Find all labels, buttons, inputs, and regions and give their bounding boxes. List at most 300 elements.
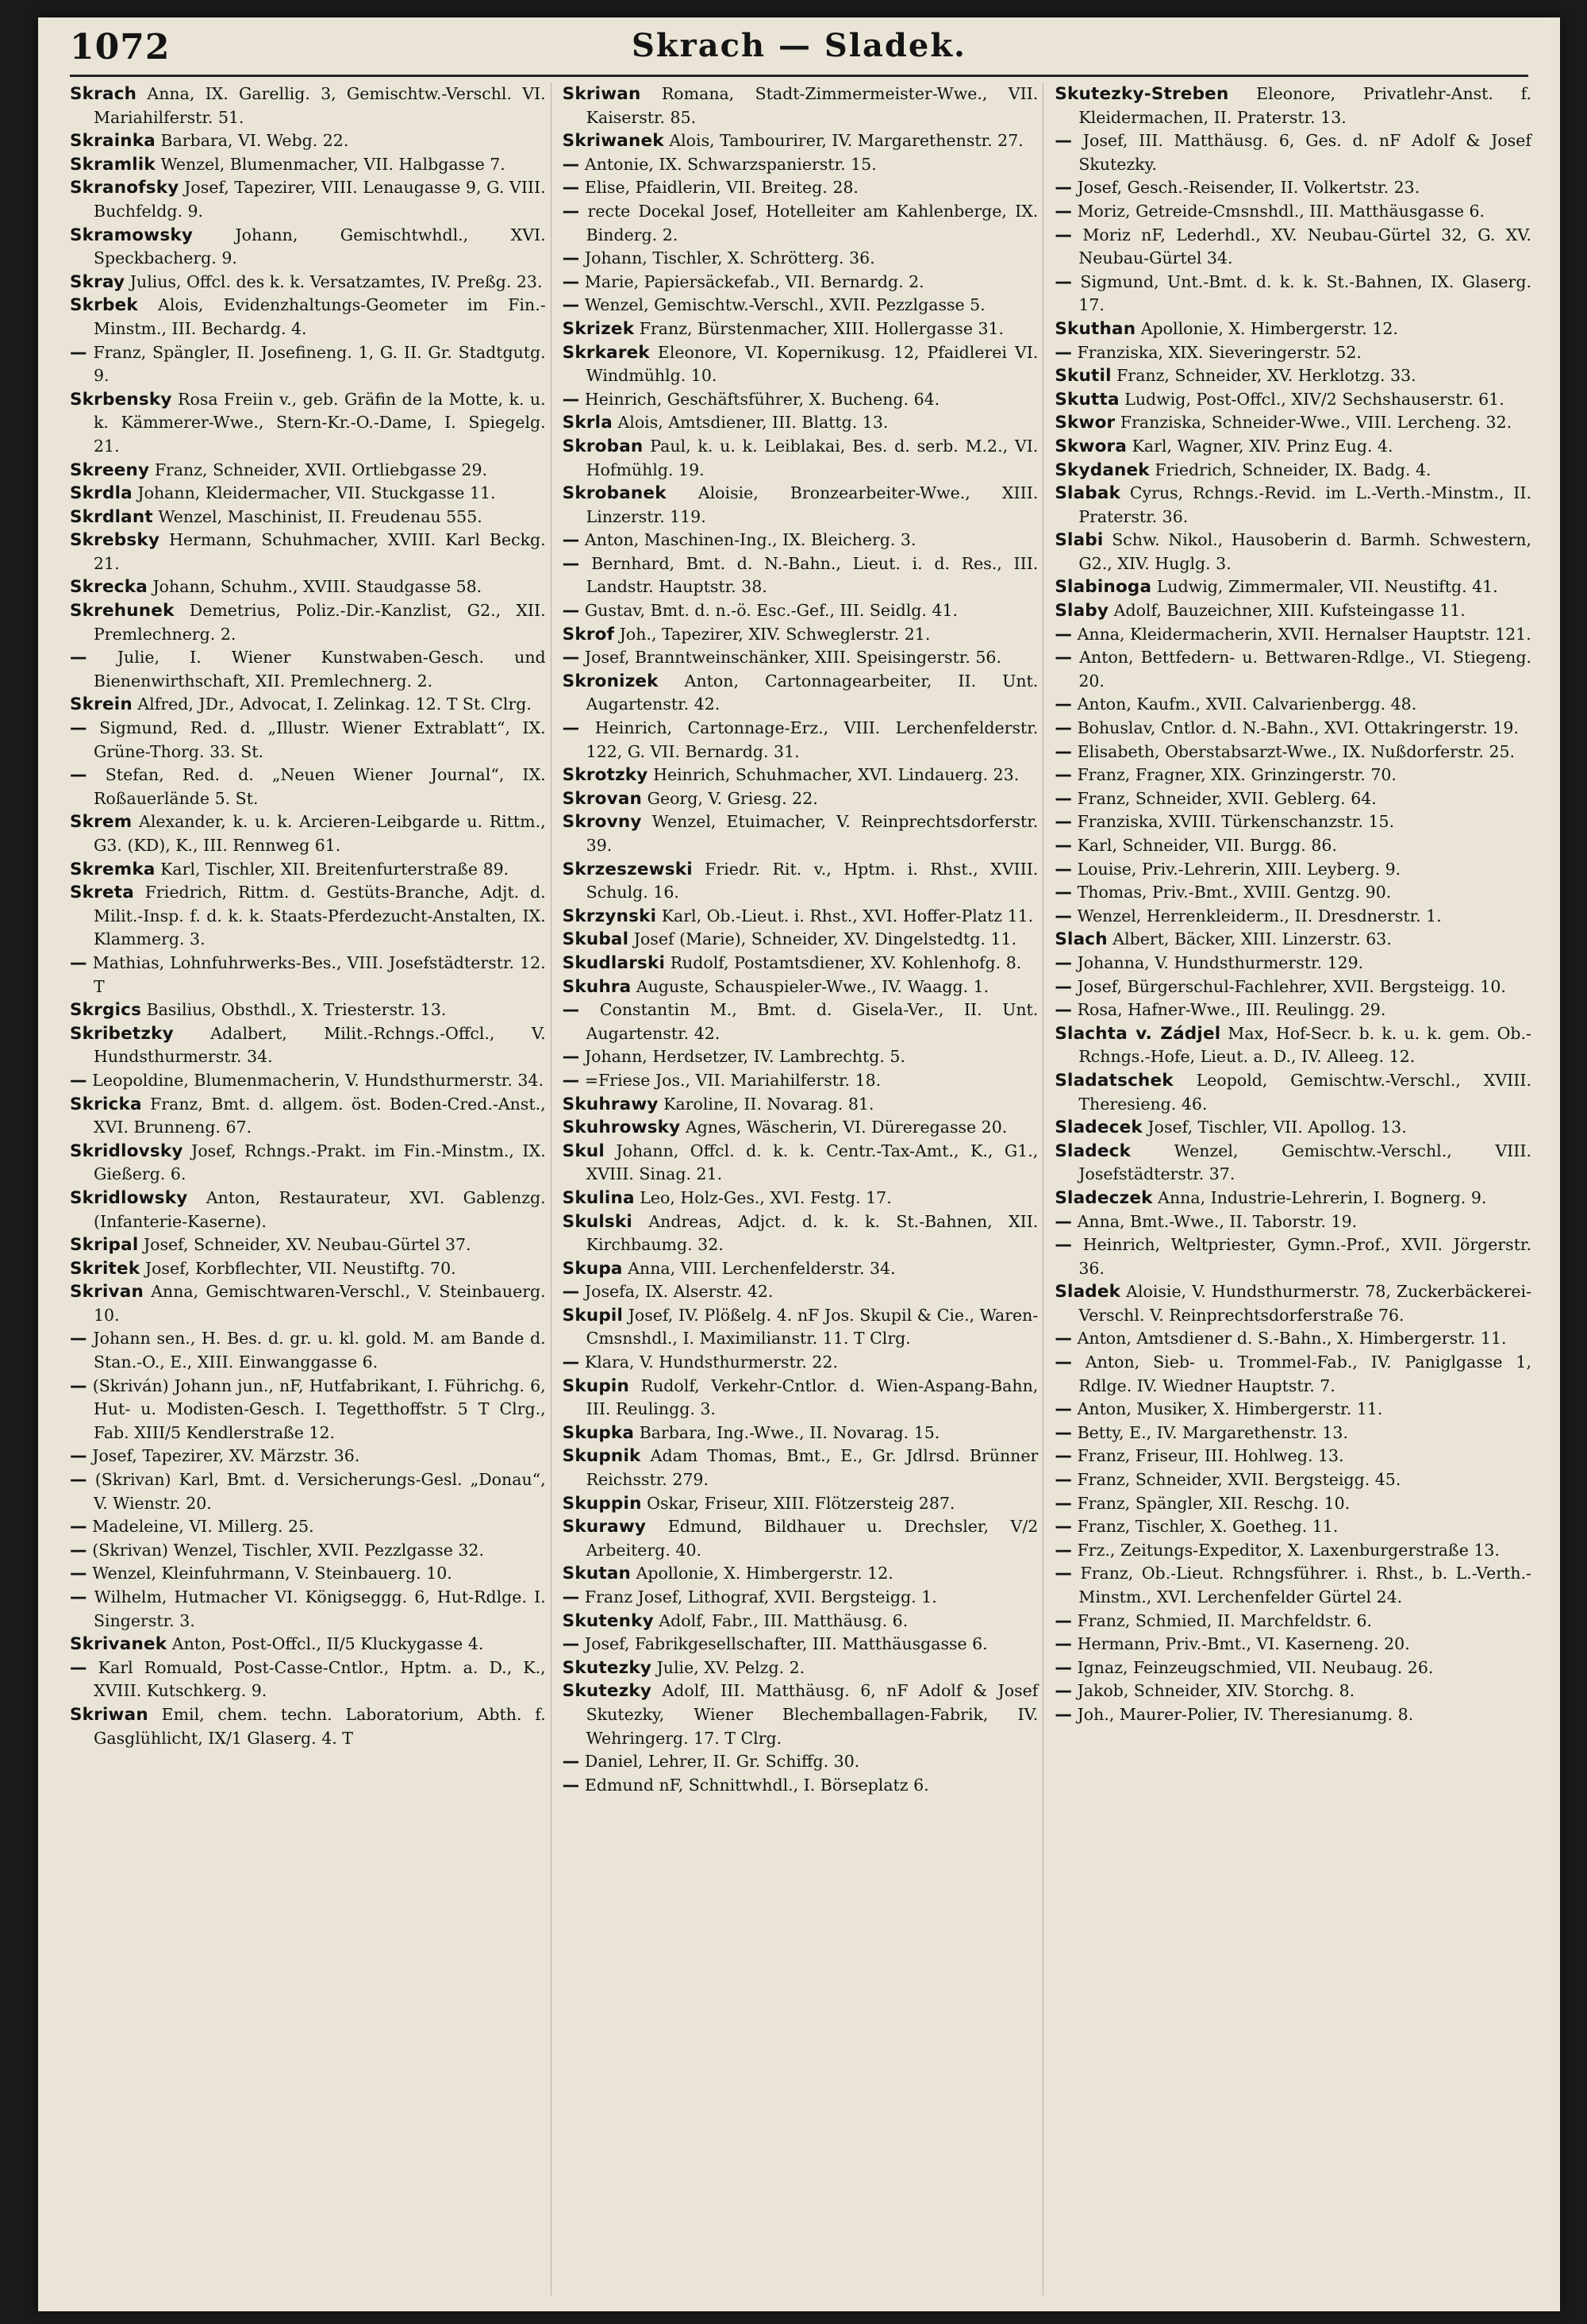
entry-text: Johann, Kleidermacher, VII. Stuckgasse 11. xyxy=(137,483,496,503)
directory-entry xyxy=(563,1750,1039,1774)
entry-text: Alfred, JDr., Advocat, I. Zelinkag. 12. T St. Clrg. xyxy=(137,695,532,714)
directory-entry xyxy=(70,388,546,459)
entry-text: Johann, Offcl. d. k. k. Centr.-Tax-Amt., K., G1., XVIII. Sinag. 21. xyxy=(586,1141,1039,1184)
directory-entry xyxy=(563,83,1039,129)
directory-entry xyxy=(1055,1140,1531,1187)
directory-entry xyxy=(563,1562,1039,1586)
directory-entry xyxy=(70,1187,546,1233)
entry-name: — xyxy=(70,1657,87,1678)
entry-name: — xyxy=(1055,624,1073,644)
entry-text: Oskar, Friseur, XIII. Flötzersteig 287. xyxy=(647,1493,955,1513)
directory-entry xyxy=(70,1539,546,1563)
directory-entry xyxy=(563,529,1039,552)
entry-name: Skurawy xyxy=(562,1517,647,1537)
entry-text: Rudolf, Postamtsdiener, XV. Kohlenhofg. 8. xyxy=(670,952,1022,972)
directory-entry xyxy=(563,998,1039,1045)
entry-name: — xyxy=(562,718,580,739)
entry-name: — xyxy=(1055,1657,1073,1678)
entry-name: Slachta v. Zádjel xyxy=(1055,1023,1221,1044)
directory-entry xyxy=(563,153,1039,177)
directory-entry xyxy=(1055,881,1531,905)
entry-name: Skul xyxy=(562,1141,605,1161)
entry-name: Skydanek xyxy=(1055,460,1150,480)
directory-entry xyxy=(70,1069,546,1093)
entry-name: — xyxy=(562,1000,580,1021)
directory-entry xyxy=(1055,599,1531,623)
entry-name: Skupin xyxy=(562,1376,630,1396)
entry-name: Skrecka xyxy=(70,577,148,598)
directory-entry xyxy=(1055,810,1531,834)
entry-text: Josef, IV. Plößelg. 4. nF Jos. Skupil & Cie., Waren-Cmsnshdl., I. Maximilianstr. 11. T Clrg. xyxy=(586,1305,1039,1349)
entry-text: recte Docekal Josef, Hotelleiter am Kahlenberge, IX. Binderg. 2. xyxy=(586,201,1039,244)
directory-entry xyxy=(563,1116,1039,1140)
entry-text: Heinrich, Geschäftsführer, X. Bucheng. 64. xyxy=(584,389,940,409)
directory-entry xyxy=(563,787,1039,811)
directory-entry xyxy=(70,482,546,506)
entry-text: Paul, k. u. k. Leiblakai, Bes. d. serb. M.2., VI. Hofmühlg. 19. xyxy=(586,436,1039,479)
entry-name: — xyxy=(1055,976,1073,997)
directory-entry xyxy=(1055,1422,1531,1445)
directory-entry xyxy=(1055,1187,1531,1210)
entry-text: Franz, Friseur, III. Hohlweg. 13. xyxy=(1077,1446,1344,1466)
directory-entry xyxy=(70,341,546,388)
entry-text: Wenzel, Maschinist, II. Freudenau 555. xyxy=(158,506,482,526)
entry-name: — xyxy=(70,1329,87,1349)
entry-text: Wenzel, Kleinfuhrmann, V. Steinbauerg. 10. xyxy=(92,1564,452,1583)
entry-name: Skrbensky xyxy=(70,389,172,410)
directory-entry xyxy=(563,1445,1039,1491)
directory-entry xyxy=(563,1210,1039,1257)
entry-name: — xyxy=(562,248,580,269)
entry-name: Skrovan xyxy=(562,788,643,809)
entry-text: Anton, Bettfedern- u. Bettwaren-Rdlge., VI. Stiegeng. 20. xyxy=(1078,648,1531,691)
entry-text: Josef, Tapezirer, VIII. Lenaugasse 9, G. VIII. Buchfeldg. 9. xyxy=(94,178,546,221)
entry-name: — xyxy=(562,1352,580,1373)
directory-entry xyxy=(563,975,1039,999)
directory-entry xyxy=(563,129,1039,153)
entry-text: Anton, Maschinen-Ing., IX. Bleicherg. 3. xyxy=(584,530,916,550)
entry-text: Josefa, IX. Alserstr. 42. xyxy=(584,1282,774,1302)
entry-text: Antonie, IX. Schwarzspanierstr. 15. xyxy=(584,154,877,174)
entry-name: — xyxy=(70,1376,87,1396)
entry-text: Wenzel, Herrenkleiderm., II. Dresdnerstr. 1. xyxy=(1077,906,1442,925)
directory-entry xyxy=(563,1610,1039,1633)
entry-name: — xyxy=(562,154,580,175)
directory-entry xyxy=(70,693,546,717)
entry-name: Skulski xyxy=(562,1211,632,1232)
entry-text: Alois, Amtsdiener, III. Blattg. 13. xyxy=(617,413,889,433)
entry-name: — xyxy=(70,718,87,739)
entry-text: Stefan, Red. d. „Neuen Wiener Journal“, IX. Roßauerlände 5. St. xyxy=(94,765,546,808)
entry-text: Thomas, Priv.-Bmt., XVIII. Gentzg. 90. xyxy=(1077,883,1392,902)
entry-name: Skritek xyxy=(70,1258,140,1279)
directory-entry xyxy=(563,646,1039,670)
entry-text: Anton, Kaufm., XVII. Calvarienbergg. 48. xyxy=(1077,695,1417,714)
entry-name: — xyxy=(70,1517,87,1537)
entry-text: Wenzel, Blumenmacher, VII. Halbgasse 7. xyxy=(160,154,505,174)
entry-name: — xyxy=(70,1564,87,1584)
directory-entry xyxy=(70,83,546,129)
entry-name: — xyxy=(1055,695,1073,715)
entry-text: Josef, Bürgerschul-Fachlehrer, XVII. Bergsteigg. 10. xyxy=(1077,976,1506,996)
entry-name: — xyxy=(562,271,580,292)
entry-text: Anna, Kleidermacherin, XVII. Hernalser Hauptstr. 121. xyxy=(1077,624,1531,644)
entry-text: Aloisie, Bronzearbeiter-Wwe., XIII. Linzerstr. 119. xyxy=(586,483,1039,526)
entry-name: — xyxy=(70,1587,87,1607)
entry-text: Apollonie, X. Himbergerstr. 12. xyxy=(636,1564,893,1583)
entry-name: Skrein xyxy=(70,695,133,715)
entry-name: Skrdla xyxy=(70,483,133,504)
entry-name: Sladeczek xyxy=(1055,1187,1153,1208)
entry-name: Skutezky xyxy=(562,1681,652,1702)
entry-text: Elisabeth, Oberstabsarzt-Wwe., IX. Nußdorferstr. 25. xyxy=(1077,741,1516,761)
directory-entry xyxy=(1055,1492,1531,1516)
entry-name: — xyxy=(562,1752,580,1772)
entry-text: Franz, Schneider, XVII. Geblerg. 64. xyxy=(1077,788,1377,808)
directory-entry xyxy=(1055,83,1531,129)
entry-name: — xyxy=(70,1070,87,1091)
directory-entry xyxy=(1055,858,1531,882)
entry-name: — xyxy=(1055,271,1073,292)
directory-entry xyxy=(563,764,1039,787)
directory-entry xyxy=(1055,1280,1531,1327)
entry-text: Karl, Wagner, XIV. Prinz Eug. 4. xyxy=(1132,436,1393,456)
entry-text: Anna, Bmt.-Wwe., II. Taborstr. 19. xyxy=(1077,1211,1358,1231)
entry-text: Marie, Papiersäckefab., VII. Bernardg. 2. xyxy=(584,271,924,291)
directory-entry xyxy=(1055,1515,1531,1539)
entry-text: Karl, Schneider, VII. Burgg. 86. xyxy=(1077,836,1337,855)
entry-text: Franz, Tischler, X. Goetheg. 11. xyxy=(1077,1517,1339,1537)
entry-name: — xyxy=(1055,342,1073,363)
entry-text: Franz, Bürstenmacher, XIII. Hollergasse 31. xyxy=(639,318,1005,338)
entry-name: Skricka xyxy=(70,1094,142,1114)
entry-name: — xyxy=(1055,1610,1073,1631)
entry-text: Franz, Schneider, XVII. Bergsteigg. 45. xyxy=(1077,1470,1401,1490)
directory-entry xyxy=(563,1093,1039,1117)
directory-entry xyxy=(563,1069,1039,1093)
directory-entry xyxy=(70,1375,546,1445)
entry-name: Skulina xyxy=(562,1187,635,1208)
entry-name: — xyxy=(562,1282,580,1302)
entry-name: Skrgics xyxy=(70,1000,142,1021)
entry-text: Karl Romuald, Post-Casse-Cntlor., Hptm. a. D., K., XVIII. Kutschkerg. 9. xyxy=(94,1657,546,1701)
entry-text: Anna, VIII. Lerchenfelderstr. 34. xyxy=(628,1258,896,1278)
entry-text: Josef, Schneider, XV. Neubau-Gürtel 37. xyxy=(143,1235,471,1255)
entry-name: — xyxy=(1055,1493,1073,1514)
entry-name: — xyxy=(1055,718,1073,739)
entry-name: Skupnik xyxy=(562,1446,641,1467)
entry-name: — xyxy=(1055,1399,1073,1420)
entry-text: Georg, V. Griesg. 22. xyxy=(647,788,818,808)
directory-entry xyxy=(563,717,1039,764)
directory-entry xyxy=(1055,905,1531,929)
entry-name: Skriwan xyxy=(70,1704,148,1725)
entry-text: Franz, Spängler, II. Josefineng. 1, G. II. Gr. Stadtgutg. 9. xyxy=(93,342,546,386)
page-header xyxy=(70,24,1528,73)
directory-entry xyxy=(563,1187,1039,1210)
directory-entry xyxy=(563,1375,1039,1422)
entry-text: Madeleine, VI. Millerg. 25. xyxy=(92,1517,314,1537)
running-title: Skrach — Sladek. xyxy=(632,27,966,64)
entry-name: Skridlovsky xyxy=(70,1141,183,1161)
directory-entry xyxy=(1055,1703,1531,1727)
entry-name: — xyxy=(1055,131,1073,152)
directory-entry xyxy=(70,764,546,810)
entry-name: — xyxy=(1055,1517,1073,1537)
entry-name: — xyxy=(1055,906,1073,926)
directory-entry xyxy=(563,411,1039,435)
entry-text: Bernhard, Bmt. d. N.-Bahn., Lieut. i. d. Res., III. Landstr. Hauptstr. 38. xyxy=(586,553,1039,597)
directory-entry xyxy=(70,998,546,1022)
entry-text: Ludwig, Post-Offcl., XIV/2 Sechshauserstr. 61. xyxy=(1124,389,1504,409)
entry-text: Josef, Tapezirer, XV. Märzstr. 36. xyxy=(92,1446,360,1466)
directory-entry xyxy=(563,1774,1039,1798)
entry-name: Skubal xyxy=(562,929,629,950)
entry-name: Skranofsky xyxy=(70,178,179,198)
entry-name: Slabak xyxy=(1055,483,1121,504)
directory-entry xyxy=(70,1703,546,1750)
directory-entry xyxy=(1055,271,1531,317)
entry-name: — xyxy=(562,1047,580,1068)
entry-text: Franz, Schneider, XVII. Ortliebgasse 29. xyxy=(154,460,488,479)
entry-name: Skrbek xyxy=(70,295,138,316)
entry-text: Klara, V. Hundsthurmerstr. 22. xyxy=(584,1352,838,1372)
entry-text: Daniel, Lehrer, II. Gr. Schiffg. 30. xyxy=(584,1752,860,1772)
entry-name: Skreta xyxy=(70,883,134,903)
entry-text: Anton, Cartonnagearbeiter, II. Unt. Augartenstr. 42. xyxy=(586,671,1039,714)
directory-entry xyxy=(1055,1445,1531,1468)
entry-text: Johann, Schuhm., XVIII. Staudgasse 58. xyxy=(152,577,482,597)
entry-name: Skripal xyxy=(70,1235,139,1256)
entry-name: — xyxy=(562,1634,580,1655)
directory-entry xyxy=(1055,952,1531,975)
entry-text: Aloisie, V. Hundsthurmerstr. 78, Zuckerbäckerei-Verschl. V. Reinprechtsdorferstraße 76. xyxy=(1078,1282,1531,1325)
entry-name: Skuhrawy xyxy=(562,1094,659,1114)
entry-name: Skwora xyxy=(1055,436,1128,456)
entry-name: Skupa xyxy=(562,1258,623,1279)
entry-text: Julie, XV. Pelzg. 2. xyxy=(656,1657,805,1677)
directory-entry xyxy=(1055,176,1531,200)
entry-text: Anna, Gemischtwaren-Verschl., V. Steinbauerg. 10. xyxy=(94,1282,546,1325)
directory-entry xyxy=(70,1562,546,1586)
entry-text: Franz, Fragner, XIX. Grinzingerstr. 70. xyxy=(1077,765,1397,785)
entry-name: Skridlowsky xyxy=(70,1187,188,1208)
entry-name: — xyxy=(562,1070,580,1091)
directory-entry xyxy=(70,1093,546,1140)
entry-name: Skutta xyxy=(1055,389,1120,410)
entry-text: Edmund nF, Schnittwhdl., I. Börseplatz 6. xyxy=(584,1775,929,1795)
directory-entry xyxy=(563,271,1039,294)
entry-name: Skrotzky xyxy=(562,765,648,786)
directory-entry xyxy=(1055,646,1531,693)
entry-text: Moriz nF, Lederhdl., XV. Neubau-Gürtel 32, G. XV. Neubau-Gürtel 34. xyxy=(1078,225,1531,268)
entry-text: Anton, Restaurateur, XVI. Gablenzg. (Infanterie-Kaserne). xyxy=(94,1187,546,1231)
entry-text: Wenzel, Etuimacher, V. Reinprechtsdorferstr. 39. xyxy=(586,812,1039,855)
entry-text: Jakob, Schneider, XIV. Storchg. 8. xyxy=(1077,1681,1355,1701)
entry-text: Louise, Priv.-Lehrerin, XIII. Leyberg. 9. xyxy=(1077,859,1401,879)
entry-text: (Skrivan) Wenzel, Tischler, XVII. Pezzlgasse 32. xyxy=(92,1540,484,1560)
entry-text: Anna, Industrie-Lehrerin, I. Bognerg. 9. xyxy=(1158,1187,1487,1207)
entry-name: — xyxy=(70,1540,87,1560)
entry-name: — xyxy=(70,1446,87,1467)
entry-text: Eleonore, VI. Kopernikusg. 12, Pfaidlerei VI. Windmühlg. 10. xyxy=(586,342,1039,386)
directory-entry xyxy=(70,1445,546,1468)
directory-entry xyxy=(563,294,1039,317)
directory-entry xyxy=(563,1422,1039,1445)
directory-entry xyxy=(1055,1233,1531,1280)
directory-entry xyxy=(563,810,1039,857)
entry-name: Skrehunek xyxy=(70,601,175,621)
entry-text: Basilius, Obsthdl., X. Triesterstr. 13. xyxy=(146,1000,447,1020)
entry-name: Skrof xyxy=(562,624,615,644)
directory-entry xyxy=(70,952,546,998)
directory-entry xyxy=(70,1633,546,1656)
entry-name: — xyxy=(1055,765,1073,786)
entry-name: Skribetzky xyxy=(70,1023,174,1044)
directory-entry xyxy=(70,224,546,271)
directory-entry xyxy=(70,1515,546,1539)
directory-entry xyxy=(1055,998,1531,1022)
entry-name: — xyxy=(1055,178,1073,198)
directory-entry xyxy=(70,1468,546,1515)
directory-entry xyxy=(1055,1210,1531,1234)
entry-text: Andreas, Adjct. d. k. k. St.-Bahnen, XII. Kirchbaumg. 32. xyxy=(586,1211,1039,1255)
entry-name: Skrivanek xyxy=(70,1634,167,1655)
entry-text: Johann, Gemischtwhdl., XVI. Speckbacherg. 9. xyxy=(94,225,546,268)
entry-text: Franziska, XVIII. Türkenschanzstr. 15. xyxy=(1077,812,1395,832)
entry-name: — xyxy=(70,765,87,786)
entry-name: — xyxy=(1055,883,1073,903)
directory-entry xyxy=(1055,1680,1531,1703)
entry-name: — xyxy=(562,1775,580,1795)
entry-text: Josef (Marie), Schneider, XV. Dingelstedtg. 11. xyxy=(633,929,1017,949)
directory-entry xyxy=(563,247,1039,271)
entry-name: Skrivan xyxy=(70,1282,144,1302)
entry-text: Ludwig, Zimmermaler, VII. Neustiftg. 41. xyxy=(1156,577,1498,597)
directory-entry xyxy=(70,881,546,952)
entry-text: Mathias, Lohnfuhrwerks-Bes., VIII. Josefstädterstr. 12. T xyxy=(92,952,546,996)
entry-name: — xyxy=(1055,812,1073,833)
entry-text: Friedrich, Rittm. d. Gestüts-Branche, Adjt. d. Milit.-Insp. f. d. k. k. Staats-Pferdezucht-Anstalten, IX. Klammerg. 3. xyxy=(94,883,546,949)
entry-text: Johann sen., H. Bes. d. gr. u. kl. gold. M. am Bande d. Stan.-O., E., XIII. Einwanggasse 6. xyxy=(93,1329,546,1372)
directory-entry xyxy=(563,1351,1039,1375)
directory-entry xyxy=(563,1656,1039,1680)
entry-text: Adam Thomas, Bmt., E., Gr. Jdlrsd. Brünner Reichsstr. 279. xyxy=(586,1446,1039,1490)
directory-entry xyxy=(70,459,546,483)
entry-name: — xyxy=(1055,836,1073,856)
entry-name: — xyxy=(1055,201,1073,221)
entry-name: Skrkarek xyxy=(562,342,650,363)
entry-name: Skutil xyxy=(1055,366,1112,387)
entry-name: Skuhra xyxy=(562,976,632,997)
directory-entry xyxy=(70,1327,546,1374)
entry-text: Anton, Sieb- u. Trommel-Fab., IV. Paniglgasse 1, Rdlge. IV. Wiedner Hauptstr. 7. xyxy=(1078,1352,1531,1395)
entry-text: Franz, Bmt. d. allgem. öst. Boden-Cred.-Anst., XVI. Brunneng. 67. xyxy=(94,1094,546,1137)
directory-entry xyxy=(70,599,546,646)
entry-text: Edmund, Bildhauer u. Drechsler, V/2 Arbeiterg. 40. xyxy=(586,1517,1039,1560)
entry-text: Franziska, Schneider-Wwe., VIII. Lercheng. 32. xyxy=(1120,413,1512,433)
entry-text: Eleonore, Privatlehr-Anst. f. Kleidermachen, II. Praterstr. 13. xyxy=(1078,84,1531,127)
entry-name: Skroban xyxy=(562,436,644,456)
directory-entry xyxy=(563,388,1039,412)
entry-text: Julius, Offcl. des k. k. Versatzamtes, IV. Preßg. 23. xyxy=(129,271,543,291)
directory-entry xyxy=(1055,1351,1531,1398)
directory-entry xyxy=(70,271,546,294)
directory-entry xyxy=(1055,341,1531,365)
entry-name: — xyxy=(1055,1564,1073,1584)
directory-entry xyxy=(563,1586,1039,1610)
entry-name: Skuppin xyxy=(562,1493,642,1514)
directory-entry xyxy=(563,952,1039,975)
directory-entry xyxy=(563,928,1039,952)
directory-entry xyxy=(70,1140,546,1187)
directory-columns xyxy=(70,83,1536,2295)
directory-entry xyxy=(563,1492,1039,1516)
entry-text: Joh., Tapezirer, XIV. Schweglerstr. 21. xyxy=(619,624,931,644)
entry-text: Rosa, Hafner-Wwe., III. Reulingg. 29. xyxy=(1077,1000,1386,1020)
directory-entry xyxy=(563,1515,1039,1562)
entry-name: Skuthan xyxy=(1055,318,1136,339)
entry-text: Anna, IX. Garellig. 3, Gemischtw.-Verschl. VI. Mariahilferstr. 51. xyxy=(94,84,546,127)
entry-name: Skuhrowsky xyxy=(562,1118,681,1138)
entry-text: Alois, Tambourirer, IV. Margarethenstr. 27. xyxy=(669,131,1024,151)
entry-name: — xyxy=(70,1470,87,1491)
directory-entry xyxy=(563,670,1039,717)
entry-text: =Friese Jos., VII. Mariahilferstr. 18. xyxy=(584,1070,882,1090)
entry-name: — xyxy=(1055,741,1073,762)
entry-name: — xyxy=(70,342,87,363)
directory-entry xyxy=(563,1257,1039,1281)
directory-entry xyxy=(70,529,546,575)
directory-entry xyxy=(1055,928,1531,952)
entry-text: Franz, Schmied, II. Marchfeldstr. 6. xyxy=(1077,1610,1373,1630)
directory-entry xyxy=(70,153,546,177)
entry-text: Franz Josef, Lithograf, XVII. Bergsteigg. 1. xyxy=(584,1587,937,1606)
entry-text: Frz., Zeitungs-Expeditor, X. Laxenburgerstraße 13. xyxy=(1077,1540,1500,1560)
directory-entry xyxy=(1055,787,1531,811)
entry-text: Max, Hof-Secr. b. k. u. k. gem. Ob.-Rchngs.-Hofe, Lieut. a. D., IV. Alleeg. 12. xyxy=(1078,1023,1531,1067)
entry-name: Skray xyxy=(70,271,125,292)
directory-entry xyxy=(1055,459,1531,483)
directory-entry xyxy=(563,905,1039,929)
entry-name: Skupil xyxy=(562,1305,624,1326)
entry-text: Heinrich, Weltpriester, Gymn.-Prof., XVII. Jörgerstr. 36. xyxy=(1078,1235,1531,1278)
entry-text: Anton, Musiker, X. Himbergerstr. 11. xyxy=(1077,1399,1383,1419)
entry-name: — xyxy=(1055,1422,1073,1443)
entry-text: Josef, Gesch.-Reisender, II. Volkertstr. 23. xyxy=(1077,178,1420,198)
entry-text: Leopoldine, Blumenmacherin, V. Hundsthurmerstr. 34. xyxy=(92,1070,544,1090)
entry-text: Karl, Tischler, XII. Breitenfurterstraße 89. xyxy=(160,859,509,879)
entry-name: — xyxy=(70,952,87,973)
directory-entry xyxy=(1055,482,1531,529)
entry-text: Sigmund, Red. d. „Illustr. Wiener Extrablatt“, IX. Grüne-Thorg. 33. St. xyxy=(94,718,546,761)
entry-name: Skremka xyxy=(70,859,156,879)
entry-name: Sladecek xyxy=(1055,1118,1143,1138)
directory-entry xyxy=(1055,435,1531,459)
entry-text: Agnes, Wäscherin, VI. Düreregasse 20. xyxy=(685,1118,1008,1137)
entry-name: — xyxy=(562,295,580,316)
entry-text: Betty, E., IV. Margarethenstr. 13. xyxy=(1077,1422,1348,1442)
entry-name: Slabinoga xyxy=(1055,577,1152,598)
entry-text: Friedrich, Schneider, IX. Badg. 4. xyxy=(1155,460,1431,479)
entry-text: Josef, Korbflechter, VII. Neustiftg. 70. xyxy=(144,1258,456,1278)
directory-entry xyxy=(70,1280,546,1327)
entry-name: Skreeny xyxy=(70,460,150,480)
directory-entry xyxy=(563,482,1039,529)
entry-name: Skutan xyxy=(562,1564,632,1584)
entry-text: Heinrich, Schuhmacher, XVI. Lindauerg. 23. xyxy=(653,765,1020,785)
entry-text: Constantin M., Bmt. d. Gisela-Ver., II. Unt. Augartenstr. 42. xyxy=(586,1000,1039,1043)
